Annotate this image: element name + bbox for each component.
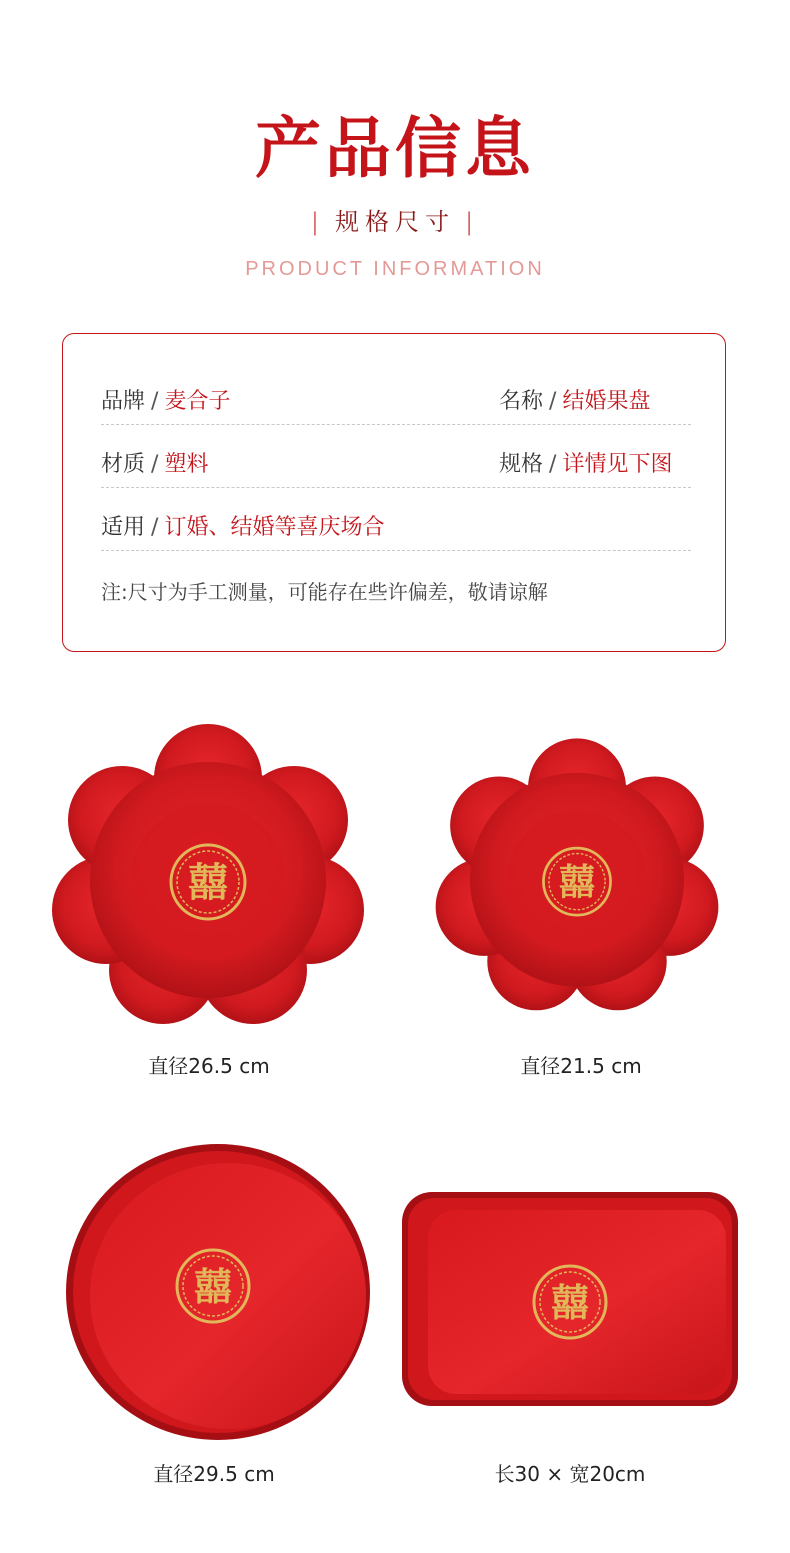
brand-value: 麦合子 [164, 389, 231, 414]
usage-separator: / [151, 515, 159, 540]
material-value: 塑料 [164, 452, 209, 477]
measurement-note: 注:尺寸为手工测量，可能存在些许偏差，敬请谅解 [101, 580, 548, 604]
flower-plate-large [48, 720, 368, 1025]
flower-plate-small [432, 728, 722, 1018]
caption-flower-small: 直径21.5 cm [520, 1054, 642, 1078]
info-row-usage [101, 506, 691, 551]
usage-value: 订婚、结婚等喜庆场合 [164, 515, 385, 540]
name-field [499, 380, 650, 424]
caption-flower-large: 直径26.5 cm [148, 1054, 270, 1078]
rectangle-tray [400, 1190, 740, 1410]
material-field [101, 443, 208, 487]
subtitle-bar-left: | [310, 208, 325, 236]
brand-separator: / [151, 389, 159, 414]
caption-round-tray: 直径29.5 cm [153, 1462, 275, 1486]
section-subtitle [0, 206, 790, 238]
spec-separator: / [549, 452, 557, 477]
round-tray [58, 1140, 378, 1445]
info-row-brand [101, 380, 691, 425]
name-label: 名称 [499, 389, 544, 414]
usage-field [101, 506, 384, 550]
emblem-char: 囍 [550, 1281, 590, 1325]
emblem-char: 囍 [188, 860, 228, 906]
material-separator: / [151, 452, 159, 477]
subtitle-bar-right: | [465, 208, 480, 236]
name-separator: / [549, 389, 557, 414]
spec-value: 详情见下图 [562, 452, 673, 477]
usage-label: 适用 [101, 515, 146, 540]
english-subtitle: PRODUCT INFORMATION [245, 258, 545, 280]
spec-label: 规格 [499, 452, 544, 477]
name-value: 结婚果盘 [562, 389, 651, 414]
brand-label: 品牌 [101, 389, 146, 414]
page-title: 产品信息 [255, 109, 535, 187]
caption-rectangle-tray: 长30 × 宽20cm [494, 1462, 646, 1486]
brand-field [101, 380, 230, 424]
info-row-material [101, 443, 691, 488]
material-label: 材质 [101, 452, 146, 477]
emblem-char: 囍 [558, 860, 596, 904]
spec-field [499, 443, 672, 487]
subtitle-text: 规格尺寸 [335, 208, 455, 236]
emblem-char: 囍 [193, 1265, 233, 1309]
info-card [62, 333, 726, 652]
